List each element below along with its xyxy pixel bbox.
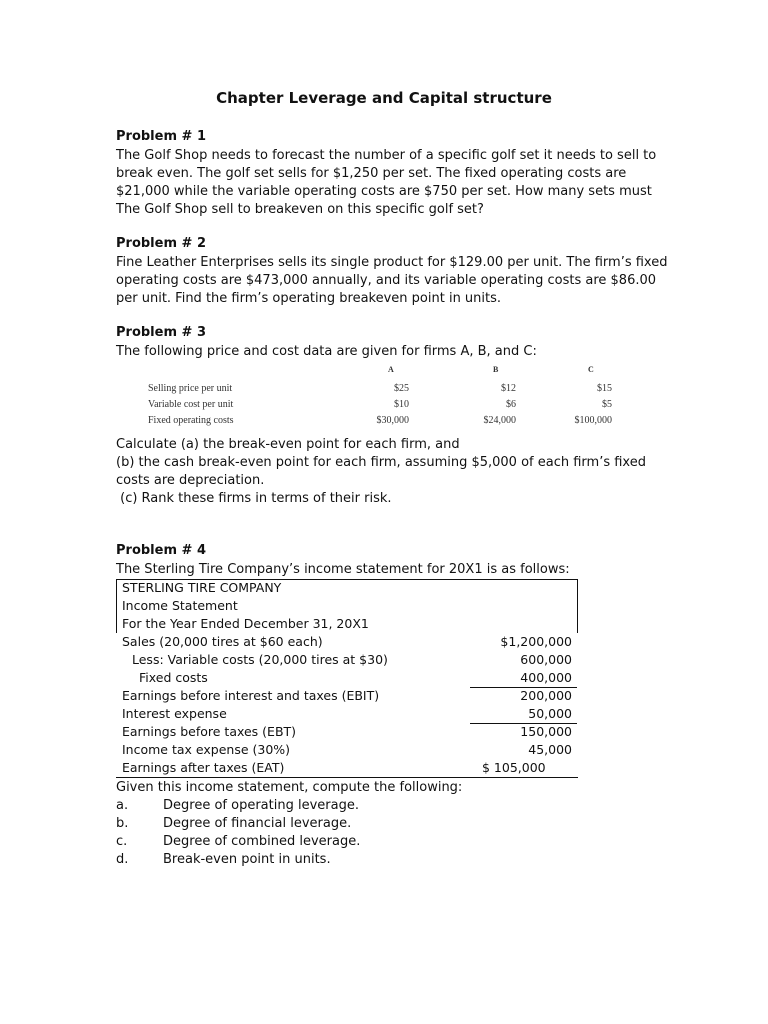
row-label: Sales (20,000 tires at $60 each) xyxy=(122,634,323,649)
text-line: (b) the cash break-even point for each firm, assuming $5,000 of each firm’s fixed xyxy=(116,455,646,470)
row-label: Variable cost per unit xyxy=(148,399,234,410)
problem-1-text xyxy=(116,147,656,219)
row-value: 150,000 xyxy=(520,724,572,739)
text-line: The Golf Shop sell to breakeven on this specific golf set? xyxy=(116,202,484,217)
page-title: Chapter Leverage and Capital structure xyxy=(216,89,552,107)
row-value: 600,000 xyxy=(520,652,572,667)
company-name: STERLING TIRE COMPANY xyxy=(122,580,282,595)
statement-name xyxy=(116,597,578,615)
row-value: $1,200,000 xyxy=(500,634,572,649)
row-label: Interest expense xyxy=(122,706,227,721)
text-line: per unit. Find the firm’s operating breakeven point in units. xyxy=(116,291,502,306)
problem-3-heading: Problem # 3 xyxy=(116,325,206,340)
statement-company xyxy=(116,579,578,597)
table-cell: $30,000 xyxy=(376,415,409,426)
row-value: 200,000 xyxy=(520,688,572,703)
income-statement xyxy=(116,579,578,779)
row-label: Less: Variable costs (20,000 tires at $30) xyxy=(132,652,388,667)
table-row xyxy=(116,723,578,741)
text-line: $21,000 while the variable operating costs are $750 per set. How many sets must xyxy=(116,184,652,199)
problem-3-questions xyxy=(116,436,656,508)
table-row xyxy=(116,741,578,759)
row-label: Earnings before taxes (EBT) xyxy=(122,724,297,739)
row-label: Selling price per unit xyxy=(148,383,233,394)
table-cell: $15 xyxy=(597,383,612,394)
table-cell: $6 xyxy=(506,399,516,410)
list-text: Break-even point in units. xyxy=(163,852,331,867)
row-value: 45,000 xyxy=(528,742,572,757)
statement-period-text: For the Year Ended December 31, 20X1 xyxy=(122,616,369,631)
text-line: costs are depreciation. xyxy=(116,473,265,488)
text-line: break even. The golf set sells for $1,250 per set. The fixed operating costs are xyxy=(116,166,627,181)
row-value: $ 105,000 xyxy=(482,760,546,775)
table-cell: $10 xyxy=(394,399,409,410)
text-line: The following price and cost data are given for firms A, B, and C: xyxy=(116,344,537,359)
row-label: Fixed costs xyxy=(139,670,208,685)
text-line: The Sterling Tire Company’s income statement for 20X1 is as follows: xyxy=(116,562,570,577)
table-cell: $25 xyxy=(394,383,409,394)
problem-4-heading: Problem # 4 xyxy=(116,543,206,558)
statement-bottom-border xyxy=(116,759,578,778)
text-line: Calculate (a) the break-even point for each firm, and xyxy=(116,437,460,452)
row-label: Earnings before interest and taxes (EBIT) xyxy=(122,688,380,703)
list-text: Degree of combined leverage. xyxy=(163,834,361,849)
table-row xyxy=(116,687,578,705)
list-text: Degree of financial leverage. xyxy=(163,816,352,831)
problem-1-heading: Problem # 1 xyxy=(116,129,206,144)
problem-4-intro xyxy=(116,561,656,579)
list-marker: c. xyxy=(116,834,128,849)
column-header-a: A xyxy=(388,365,394,374)
row-label: Income tax expense (30%) xyxy=(122,742,291,757)
table-row xyxy=(116,669,578,687)
table-row xyxy=(116,633,578,651)
table-cell: $24,000 xyxy=(483,415,516,426)
row-value: 400,000 xyxy=(520,670,572,685)
cost-data-table xyxy=(148,365,618,430)
statement-title: Income Statement xyxy=(122,598,238,613)
row-label: Earnings after taxes (EAT) xyxy=(122,760,285,775)
table-cell: $5 xyxy=(602,399,612,410)
list-marker: a. xyxy=(116,798,129,813)
column-header-c: C xyxy=(588,365,594,374)
statement-period xyxy=(116,615,578,633)
text-line: operating costs are $473,000 annually, and its variable operating costs are $86.00 xyxy=(116,273,657,288)
text-line: (c) Rank these firms in terms of their risk. xyxy=(116,491,392,506)
column-header-b: B xyxy=(493,365,499,374)
text-line: The Golf Shop needs to forecast the number of a specific golf set it needs to sell to xyxy=(116,148,657,163)
list-marker: d. xyxy=(116,852,129,867)
list-marker: b. xyxy=(116,816,129,831)
problem-2-heading: Problem # 2 xyxy=(116,236,206,251)
table-row xyxy=(116,651,578,669)
problem-3-intro xyxy=(116,343,656,361)
row-value: 50,000 xyxy=(528,706,572,721)
table-row xyxy=(116,705,578,723)
text-line: Fine Leather Enterprises sells its single product for $129.00 per unit. The firm’s fixed xyxy=(116,255,668,270)
table-cell: $12 xyxy=(501,383,516,394)
row-label: Fixed operating costs xyxy=(148,415,234,426)
list-text: Degree of operating leverage. xyxy=(163,798,359,813)
table-cell: $100,000 xyxy=(574,415,612,426)
problem-2-text xyxy=(116,254,668,308)
text-line: Given this income statement, compute the following: xyxy=(116,780,463,795)
problem-4-compute-intro xyxy=(116,779,656,797)
